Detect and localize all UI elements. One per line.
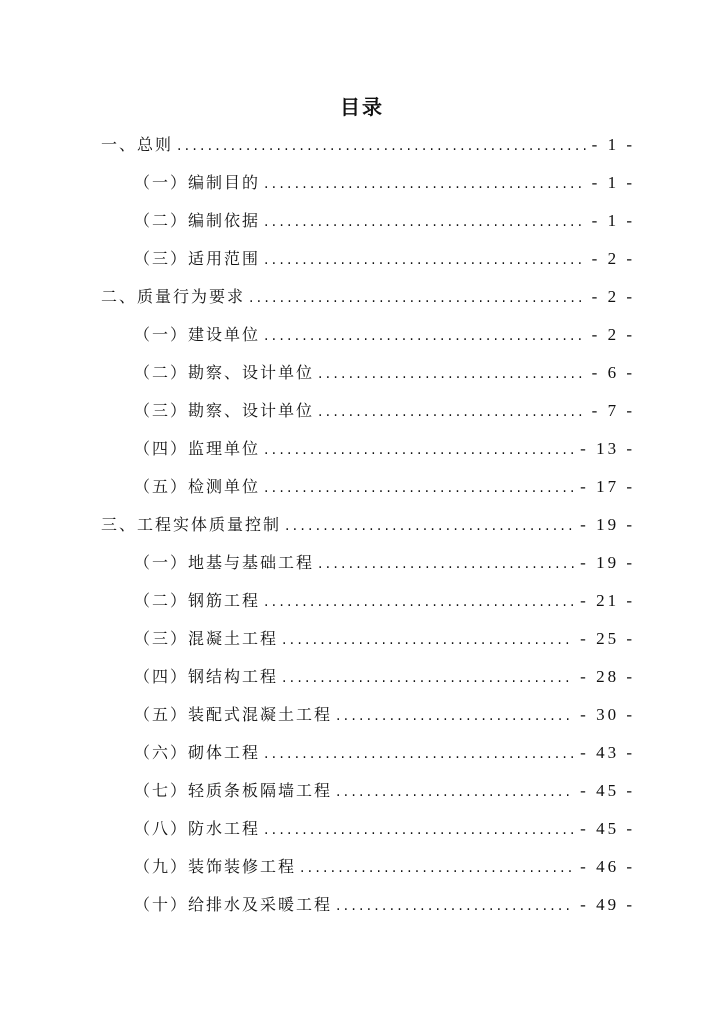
toc-leader-dots bbox=[264, 323, 586, 349]
toc-page-number: - 17 - bbox=[580, 477, 635, 496]
toc-leader-dots bbox=[264, 437, 574, 463]
toc-entry-label: （一）建设单位 bbox=[134, 325, 261, 344]
toc-entry-label: 三、工程实体质量控制 bbox=[101, 515, 282, 534]
toc-leader-dots bbox=[336, 703, 574, 729]
toc-page-number: - 1 - bbox=[591, 135, 635, 154]
toc-page-number: - 1 - bbox=[591, 173, 635, 192]
toc-entry[interactable] bbox=[134, 778, 635, 804]
toc-page-number: - 25 - bbox=[580, 629, 635, 648]
toc-page-number: - 2 - bbox=[591, 249, 635, 268]
toc-entry[interactable] bbox=[134, 436, 635, 462]
toc-entry-label: （二）钢筋工程 bbox=[134, 591, 261, 610]
toc-entry[interactable] bbox=[101, 132, 635, 158]
toc-entry-label: （五）检测单位 bbox=[134, 477, 261, 496]
toc-page-number: - 30 - bbox=[580, 705, 635, 724]
toc-entry[interactable] bbox=[134, 588, 635, 614]
toc-leader-dots bbox=[264, 475, 574, 501]
toc-entry-label: 二、质量行为要求 bbox=[101, 287, 246, 306]
toc-leader-dots bbox=[282, 627, 574, 653]
toc-entry-label: （一）编制目的 bbox=[134, 173, 261, 192]
toc-entry-label: （二）勘察、设计单位 bbox=[134, 363, 315, 382]
toc-entry[interactable] bbox=[134, 740, 635, 766]
toc-entry[interactable] bbox=[101, 284, 635, 310]
toc-entry[interactable] bbox=[134, 892, 635, 918]
toc-page-number: - 2 - bbox=[591, 325, 635, 344]
toc-entry-label: （十）给排水及采暖工程 bbox=[134, 895, 333, 914]
toc-page-number: - 19 - bbox=[580, 553, 635, 572]
toc-entry[interactable] bbox=[134, 360, 635, 386]
toc-leader-dots bbox=[264, 589, 574, 615]
toc-entry[interactable] bbox=[134, 246, 635, 272]
toc-leader-dots bbox=[264, 247, 586, 273]
toc-leader-dots bbox=[282, 665, 574, 691]
toc-page-number: - 6 - bbox=[591, 363, 635, 382]
toc-page-number: - 1 - bbox=[591, 211, 635, 230]
toc-leader-dots bbox=[249, 285, 586, 311]
toc-entry-label: （三）混凝土工程 bbox=[134, 629, 279, 648]
toc-entry-label: （七）轻质条板隔墙工程 bbox=[134, 781, 333, 800]
toc-entry-label: （八）防水工程 bbox=[134, 819, 261, 838]
toc-leader-dots bbox=[336, 893, 574, 919]
toc-page-number: - 7 - bbox=[591, 401, 635, 420]
toc-leader-dots bbox=[264, 741, 574, 767]
toc-entry[interactable] bbox=[134, 816, 635, 842]
toc-entry-label: （九）装饰装修工程 bbox=[134, 857, 297, 876]
toc-page-number: - 19 - bbox=[580, 515, 635, 534]
toc-leader-dots bbox=[177, 133, 586, 159]
toc-page-number: - 21 - bbox=[580, 591, 635, 610]
toc-page-number: - 43 - bbox=[580, 743, 635, 762]
toc-leader-dots bbox=[285, 513, 574, 539]
toc-entry-label: （二）编制依据 bbox=[134, 211, 261, 230]
toc-leader-dots bbox=[336, 779, 574, 805]
toc-leader-dots bbox=[318, 361, 586, 387]
toc-leader-dots bbox=[264, 171, 586, 197]
toc-leader-dots bbox=[318, 399, 586, 425]
toc-entry-label: （一）地基与基础工程 bbox=[134, 553, 315, 572]
toc-page-number: - 46 - bbox=[580, 857, 635, 876]
toc-page-number: - 45 - bbox=[580, 819, 635, 838]
toc-entry-label: （四）监理单位 bbox=[134, 439, 261, 458]
toc-page-number: - 28 - bbox=[580, 667, 635, 686]
toc-entry[interactable] bbox=[134, 550, 635, 576]
toc-page-number: - 49 - bbox=[580, 895, 635, 914]
toc-page-number: - 13 - bbox=[580, 439, 635, 458]
toc-entry[interactable] bbox=[134, 208, 635, 234]
toc-entry-label: （三）勘察、设计单位 bbox=[134, 401, 315, 420]
toc-entry[interactable] bbox=[134, 854, 635, 880]
toc-page-number: - 45 - bbox=[580, 781, 635, 800]
toc-entry[interactable] bbox=[101, 512, 635, 538]
toc-entry[interactable] bbox=[134, 474, 635, 500]
page-title: 目录 bbox=[340, 95, 384, 119]
toc-entry[interactable] bbox=[134, 626, 635, 652]
toc-entry[interactable] bbox=[134, 398, 635, 424]
toc-entry-label: 一、总则 bbox=[101, 135, 174, 154]
toc-entry[interactable] bbox=[134, 322, 635, 348]
toc-entry[interactable] bbox=[134, 664, 635, 690]
toc-entry-label: （六）砌体工程 bbox=[134, 743, 261, 762]
toc-entry-label: （五）装配式混凝土工程 bbox=[134, 705, 333, 724]
toc-entry[interactable] bbox=[134, 702, 635, 728]
toc-leader-dots bbox=[300, 855, 574, 881]
toc-entry[interactable] bbox=[134, 170, 635, 196]
toc-leader-dots bbox=[264, 817, 574, 843]
toc-entry-label: （四）钢结构工程 bbox=[134, 667, 279, 686]
toc-leader-dots bbox=[318, 551, 574, 577]
toc-leader-dots bbox=[264, 209, 586, 235]
toc-page-number: - 2 - bbox=[591, 287, 635, 306]
toc-entry-label: （三）适用范围 bbox=[134, 249, 261, 268]
